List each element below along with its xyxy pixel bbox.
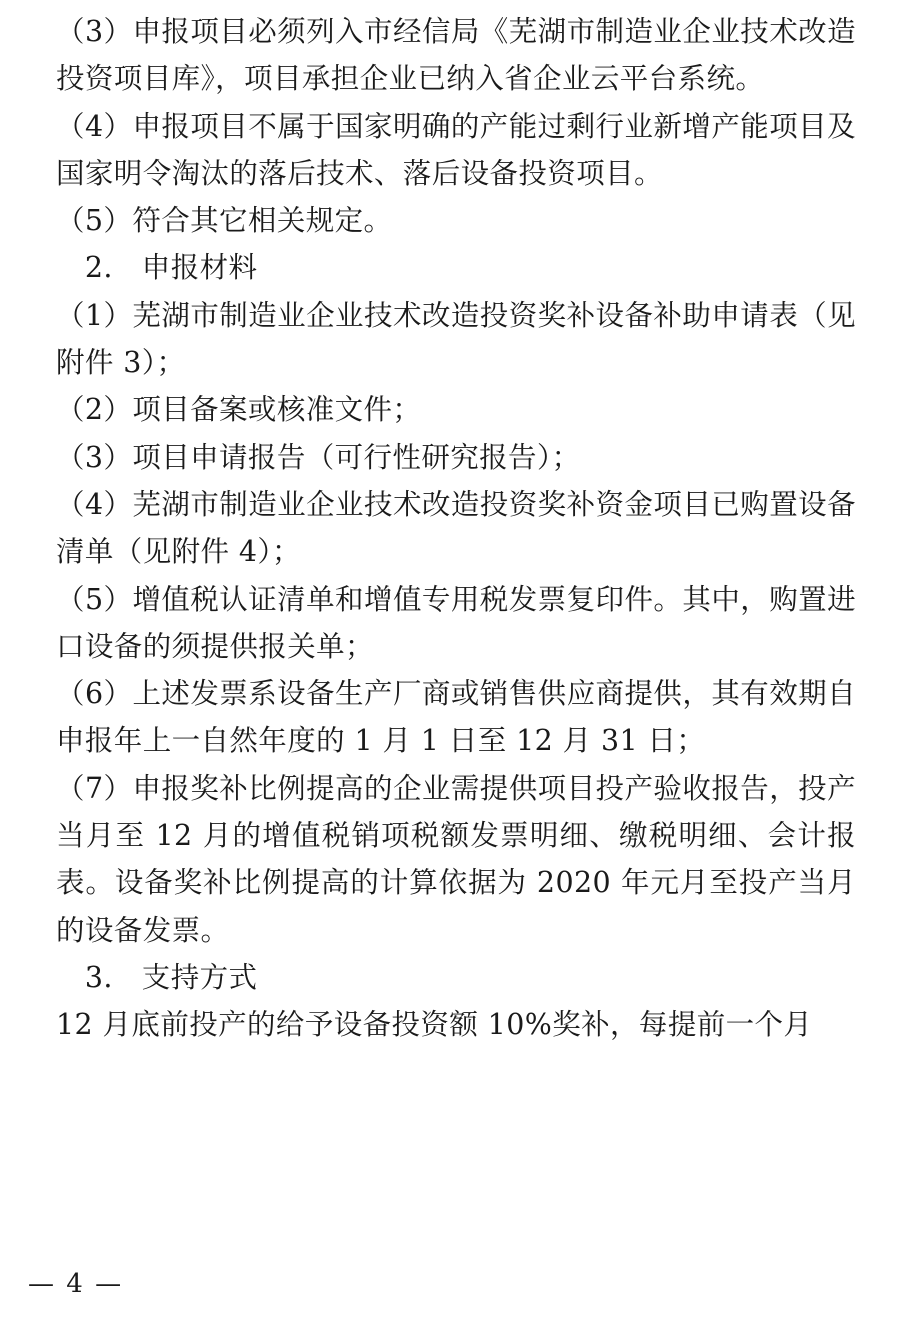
paragraph-4-1: （4）申报项目不属于国家明确的产能过剩行业新增产能项目及国家明令淘汰的落后技术、落后设备投资项目。: [56, 109, 856, 190]
paragraph-material-4: （4）芜湖市制造业企业技术改造投资奖补资金项目已购置设备清单（见附件 4）；: [56, 487, 856, 569]
page-number: — 4 —: [28, 1269, 124, 1299]
paragraph-5-1: （5）符合其它相关规定。: [56, 204, 393, 238]
paragraph-material-3: （3）项目申请报告（可行性研究报告）；: [56, 440, 581, 474]
heading-support-method: 3. 支持方式: [56, 960, 258, 994]
paragraph-support-method-body: 12 月底前投产的给予设备投资额 10%奖补，每提前一个月: [56, 1008, 813, 1042]
document-body: [56, 8, 856, 1049]
paragraph-material-5: （5）增值税认证清单和增值专用税发票复印件。其中，购置进口设备的须提供报关单；: [56, 582, 856, 663]
paragraph-material-1: （1）芜湖市制造业企业技术改造投资奖补设备补助申请表（见附件 3）；: [56, 298, 856, 380]
page-footer: [24, 1269, 876, 1299]
paragraph-material-2: （2）项目备案或核准文件；: [56, 393, 422, 427]
paragraph-3-1: （3）申报项目必须列入市经信局《芜湖市制造业企业技术改造投资项目库》，项目承担企业已纳入省企业云平台系统。: [56, 15, 856, 96]
paragraph-material-7: （7）申报奖补比例提高的企业需提供项目投产验收报告，投产当月至 12 月的增值税销项税额发票明细、缴税明细、会计报表。设备奖补比例提高的计算依据为 2020 年元月至投产当月的设备发票。: [56, 771, 856, 947]
paragraph-material-6: （6）上述发票系设备生产厂商或销售供应商提供，其有效期自申报年上一自然年度的 1 月 1 日至 12 月 31 日；: [56, 677, 856, 758]
heading-application-materials: 2. 申报材料: [56, 251, 258, 285]
